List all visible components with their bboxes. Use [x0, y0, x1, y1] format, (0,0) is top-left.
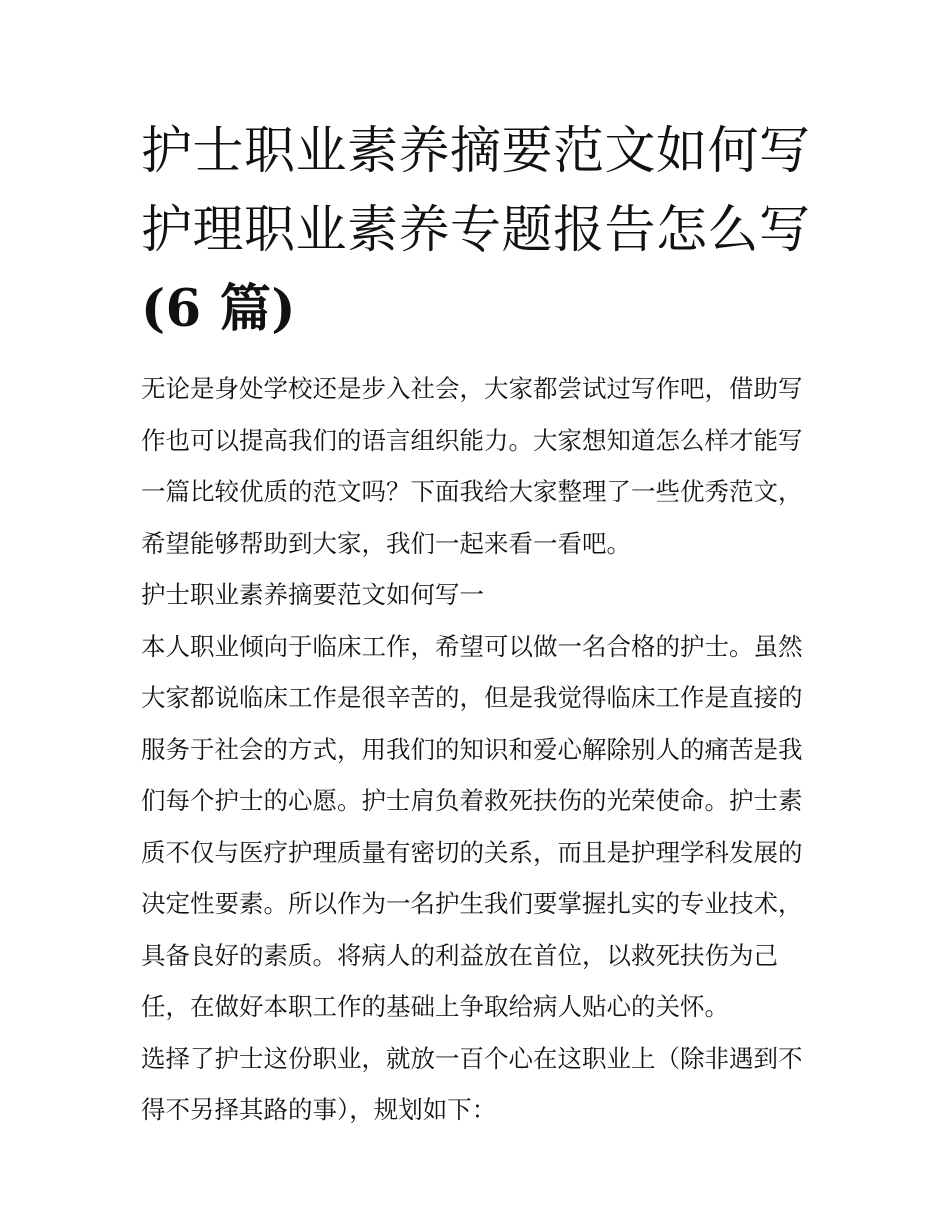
title-line: (6 篇): [141, 279, 297, 339]
document-title: [141, 112, 821, 349]
intro-paragraph: [141, 363, 821, 569]
text-line: 们每个护士的心愿。护士肩负着救死扶伤的光荣使命。护士素: [141, 786, 803, 815]
section-heading-text: 护士职业素养摘要范文如何写一: [141, 580, 484, 609]
document-content: [141, 112, 821, 1136]
text-line: 大家都说临床工作是很辛苦的，但是我觉得临床工作是直接的: [141, 683, 803, 712]
text-line: 希望能够帮助到大家，我们一起来看一看吧。: [141, 528, 631, 558]
title-line: 护士职业素养摘要范文如何写: [141, 122, 811, 181]
closing-paragraph: [141, 1033, 821, 1136]
text-line: 作也可以提高我们的语言组织能力。大家想知道怎么样才能写: [141, 425, 803, 455]
text-line: 无论是身处学校还是步入社会，大家都尝试过写作吧，借助写: [141, 374, 803, 403]
title-line: 护理职业素养专题报告怎么写: [141, 201, 811, 260]
text-line: 质不仅与医疗护理质量有密切的关系，而且是护理学科发展的: [141, 837, 803, 867]
text-line: 选择了护士这份职业，就放一百个心在这职业上（除非遇到不: [141, 1043, 803, 1073]
text-line: 本人职业倾向于临床工作，希望可以做一名合格的护士。虽然: [141, 631, 803, 661]
text-line: 任，在做好本职工作的基础上争取给病人贴心的关怀。: [141, 992, 729, 1021]
text-line: 服务于社会的方式，用我们的知识和爱心解除别人的痛苦是我: [141, 734, 803, 764]
text-line: 得不另择其路的事），规划如下：: [141, 1095, 497, 1124]
section-heading: [141, 569, 821, 621]
text-line: 一篇比较优质的范文吗？下面我给大家整理了一些优秀范文，: [141, 477, 803, 506]
text-line: 具备良好的素质。将病人的利益放在首位，以救死扶伤为己: [141, 940, 778, 970]
body-paragraph: [141, 621, 821, 1033]
text-line: 决定性要素。所以作为一名护生我们要掌握扎实的专业技术，: [141, 889, 803, 918]
